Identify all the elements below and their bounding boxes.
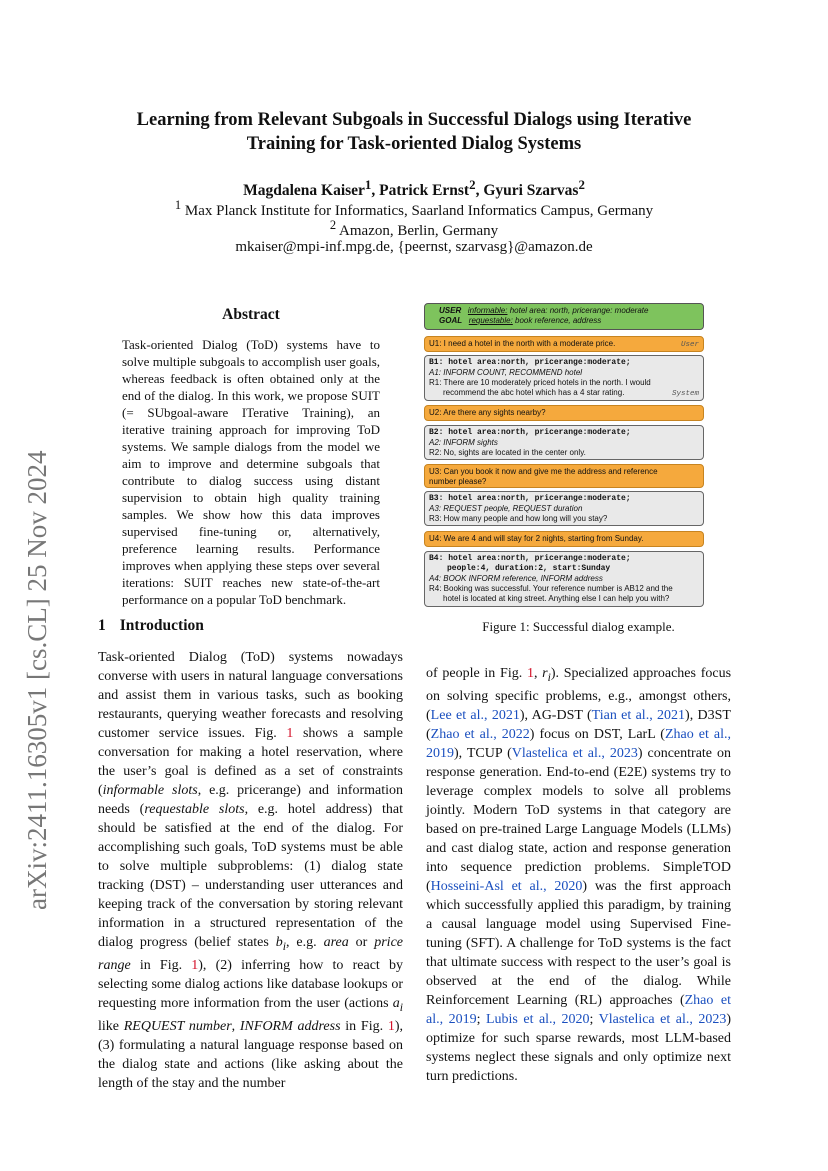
r4-text-a: R4: Booking was successful. Your reference number is AB12 and the xyxy=(429,584,673,593)
r1-text-a: R1: There are 10 moderately priced hotels in the north. I would xyxy=(429,378,651,387)
author-name: Patrick Ernst xyxy=(379,182,470,200)
a1-text: A1: INFORM COUNT, RECOMMEND hotel xyxy=(429,368,583,377)
b1-text: B1: hotel area:north, pricerange:moderate; xyxy=(429,358,631,367)
section-heading xyxy=(98,617,204,635)
abstract-body xyxy=(122,336,380,608)
affil-mark: 1 xyxy=(174,198,182,212)
citation-link[interactable]: Lee et al., 2021 xyxy=(430,707,520,723)
r3-text: R3: How many people and how long will you stay? xyxy=(429,514,608,523)
title-line-1: Learning from Relevant Subgoals in Successful Dialogs using Iterative xyxy=(136,110,692,130)
affil-text: Amazon, Berlin, Germany xyxy=(339,223,499,239)
u2-text: U2: Are there any sights nearby? xyxy=(429,408,546,417)
section-title: Introduction xyxy=(119,617,204,634)
affil-mark: 2 xyxy=(329,218,337,232)
goal-informable-label: informable: xyxy=(467,306,508,315)
system-tag: System xyxy=(671,390,699,398)
citation-link[interactable]: Tian et al., 2021 xyxy=(591,707,686,723)
u1-text: U1: I need a hotel in the north with a moderate price. xyxy=(429,339,616,348)
abstract-text-2: (= SUbgoal-aware ITerative Training), an iterative training approach for improving ToD systems. We sample dialogs from the model we aim to improve and determine subgoals that contribute to dialog success using distant supervision to obtain high quality training samples. We show how this data improves supervised fine-tuning or, alternatively, preference learning results. Performance improves when applying these steps over several iterations: xyxy=(122,405,380,590)
paper-title xyxy=(60,108,768,156)
citation-link[interactable]: Zhao et al., 2019 xyxy=(426,726,731,761)
section-number: 1 xyxy=(98,617,106,634)
affiliation-2 xyxy=(60,218,768,240)
figure-ref[interactable]: 1 xyxy=(387,1018,395,1034)
r2-text: R2: No, sights are located in the center only. xyxy=(429,448,586,457)
b3-text: B3: hotel area:north, pricerange:moderate; xyxy=(429,494,631,503)
system-turn-2 xyxy=(424,425,704,460)
b4-text-a: B4: hotel area:north, pricerange:moderate; xyxy=(429,554,631,563)
affiliation-1 xyxy=(60,198,768,220)
author-affil-mark: 2 xyxy=(578,177,585,192)
intro-column-left: Task-oriented Dialog (ToD) systems nowadays converse with users in natural language conversations and assist them in various tasks, such as booking restaurants, querying weather forecasts and resolving customer service issues. Fig. 1 shows a sample conversation for making a hotel reservation, where the user’s goal is defined as a set of constraints (informable slots, e.g. pricerange) and information needs (requestable slots, e.g. hotel address) that should be satisfied at the end of the dialog. For accomplishing such goals, ToD systems must be able to solve multiple subproblems: (1) dialog state tracking (DST) – understanding user utterances and keeping track of the conversation by storing relevant information in a structured representation of the dialog progress (belief states $b_i$, e.g. area or price range in Fig. 1), (2) inferring how to react by selecting some dialog actions like database lookups or requesting more information from the user (actions $a_i$ like REQUEST number, INFORM address in Fig. 1), (3) formulating a natural language response based on the dialog state and actions (like asking about the length of the stay and the number xyxy=(98,650,403,1091)
b2-text: B2: hotel area:north, pricerange:moderate; xyxy=(429,428,631,437)
abstract-text-1: Task-oriented Dialog (ToD) systems have to solve multiple subgoals to accomplish user goals, whereas feedback is often obtained only at the end of the dialog. In this work, we propose xyxy=(122,337,380,403)
user-turn-1 xyxy=(424,336,704,352)
author-affil-mark: 1 xyxy=(364,177,372,192)
citation-link[interactable]: Hosseini-Asl et al., 2020 xyxy=(430,878,583,894)
a3-text: A3: REQUEST people, REQUEST duration xyxy=(429,504,583,513)
method-name: SUIT xyxy=(351,388,380,403)
a2-text: A2: INFORM sights xyxy=(429,438,498,447)
intro-column-right: of people in Fig. 1, $r_i$). Specialized approaches focus on solving specific problems, e.g., amongst others, (Lee et al., 2021), AG-DST (Tian et al., 2021), D3ST (Zhao et al., 2022) focus on DST, LarL (Zhao et al., 2019), TCUP (Vlastelica et al., 2023) concentrate on response generation. End-to-end (E2E) systems try to leverage complex models to solve all problems jointly. Modern ToD systems in that category are based on pre-trained Large Language Models (LLMs) and cast dialog state, action and response generation into sequence prediction problems. SimpleTOD (Hosseini-Asl et al., 2020) was the first approach which successfully applied this paradigm, by training a causal language model using Supervised Fine-tuning (SFT). A challenge for ToD systems is the fact that ultimate success with respect to the user’s goal is observed at the end of the dialog. While Reinforcement Learning (RL) approaches (Zhao et al., 2019; Lubis et al., 2020; Vlastelica et al., 2023) optimize for such sparse rewards, most LLM-based systems neglect these signals and only optimize next turn predictions. xyxy=(426,666,732,1084)
goal-label-goal: GOAL xyxy=(439,316,463,325)
figure-ref[interactable]: 1 xyxy=(286,726,294,741)
abstract-text-3: reaches new state-of-the-art performance on a popular ToD benchmark. xyxy=(122,575,380,607)
figure-ref[interactable]: 1 xyxy=(191,957,199,973)
title-line-2: Training for Task-oriented Dialog Systems xyxy=(246,134,582,154)
citation-link[interactable]: Zhao et al., 2019 xyxy=(426,992,732,1027)
goal-label-user: USER xyxy=(439,306,462,315)
system-turn-4 xyxy=(424,551,704,607)
user-tag: User xyxy=(680,341,699,349)
method-name: SUIT xyxy=(183,575,213,590)
author-affil-mark: 2 xyxy=(469,177,476,192)
user-goal-box xyxy=(424,303,704,330)
system-turn-1 xyxy=(424,355,704,401)
citation-link[interactable]: Vlastelica et al., 2023 xyxy=(511,745,638,761)
affil-text: Max Planck Institute for Informatics, Saarland Informatics Campus, Germany xyxy=(184,203,654,219)
user-turn-4 xyxy=(424,531,704,547)
figure-ref[interactable]: 1 xyxy=(526,666,534,681)
system-turn-3 xyxy=(424,491,704,526)
user-turn-3 xyxy=(424,464,704,488)
r4-text-b: hotel is located at king street. Anything else I can help you with? xyxy=(443,594,670,603)
author-name: Gyuri Szarvas xyxy=(483,182,579,200)
goal-requestable-label: requestable: xyxy=(468,316,513,325)
u3-text-b: number please? xyxy=(429,477,487,486)
figure-caption: Figure 1: Successful dialog example. xyxy=(482,619,675,634)
b4-text-b: people:4, duration:2, start:Sunday xyxy=(447,564,611,573)
arxiv-identifier xyxy=(14,355,54,915)
u3-text-a: U3: Can you book it now and give me the address and reference xyxy=(429,467,658,476)
figure-1-dialog xyxy=(424,303,706,609)
citation-link[interactable]: Vlastelica et al., 2023 xyxy=(598,1011,727,1027)
author-list: Magdalena Kaiser$^1$, Patrick Ernst$^2$, Gyuri Szarvas$^2$ xyxy=(243,177,585,200)
author-emails: mkaiser@mpi-inf.mpg.de, {peernst, szarvasg}@amazon.de xyxy=(235,239,593,255)
user-turn-2 xyxy=(424,405,704,421)
goal-requestable-text: book reference, address xyxy=(512,316,602,325)
goal-informable-text: hotel area: north, pricerange: moderate xyxy=(507,306,649,315)
arxiv-id-text: arXiv:2411.16305v1 [cs.CL] 25 Nov 2024 xyxy=(22,450,52,910)
citation-link[interactable]: Lubis et al., 2020 xyxy=(485,1011,590,1027)
author-name: Magdalena Kaiser xyxy=(243,182,365,200)
abstract-heading: Abstract xyxy=(222,306,280,323)
a4-text: A4: BOOK INFORM reference, INFORM address xyxy=(429,574,603,583)
r1-text-b: recommend the abc hotel which has a 4 star rating. xyxy=(443,388,625,397)
u4-text: U4: We are 4 and will stay for 2 nights, starting from Sunday. xyxy=(429,534,644,543)
citation-link[interactable]: Zhao et al., 2022 xyxy=(430,726,530,742)
